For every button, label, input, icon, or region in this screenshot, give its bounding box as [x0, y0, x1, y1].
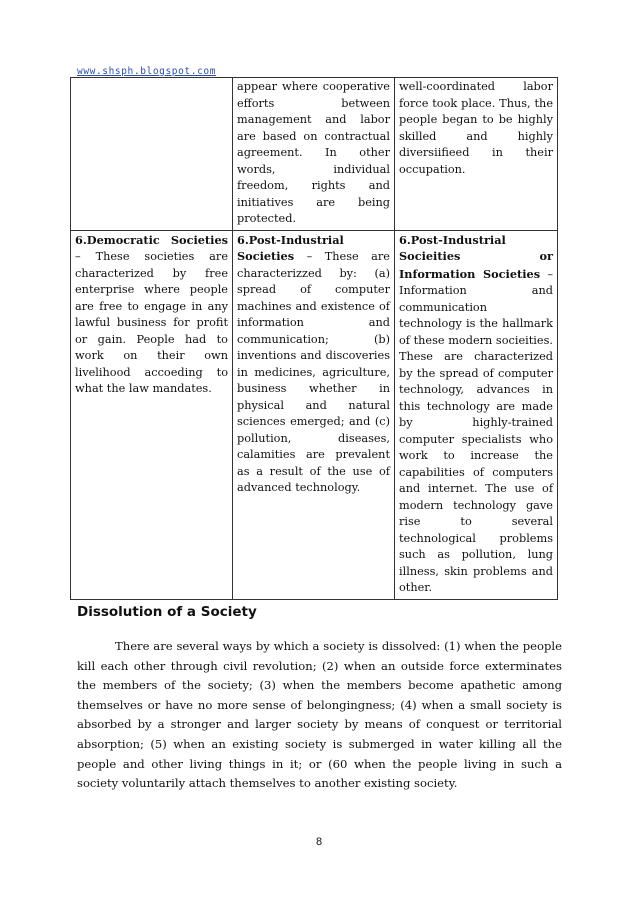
table-cell-post-industrial — [233, 230, 395, 599]
society-comparison-table — [70, 77, 558, 600]
cell-body: – These are characterizzed by: (a) spread of computer machines and existence of information and communication; (b) inventions and discoveries in medicines, agriculture, business whether in physical and natural sciences emerged; and (c) pollution, diseases, calamities are prevalent as a result of the use of advanced technology. — [237, 250, 390, 494]
cell-body: – Information and communication technology is the hallmark of these modern socieities. These are characterized by the spread of computer technology, advances in this technology are made by highly-trained computer specialists who work to increase the capabilities of computers and internet. The use of modern technology gave rise to several technological problems such as pollution, lung illness, skin problems and other. — [399, 267, 554, 594]
cell-title-continued: Socieities or Information Societies — [399, 249, 553, 281]
watermark-url: www.shsph.blogspot.com — [77, 66, 217, 77]
page-number: 8 — [315, 836, 323, 848]
table-cell-democratic — [71, 230, 233, 599]
section-paragraph: There are several ways by which a society is dissolved: (1) when the people kill each other through civil revolution; (2) when an outside force exterminates the members of the society; (3) when the members become apathetic among themselves or have no more sense of belongingness; (4) when a small society is absorbed by a stronger and larger society by means of conquest or territorial absorption; (5) when an existing society is submerged in water killing all the people and other living things in it; or (60 when the people living in such a society voluntarily attach themselves to another existing society. — [77, 639, 562, 791]
cell-title: 6.Post-Industrial — [237, 232, 344, 247]
table-cell-information-societies — [395, 230, 558, 599]
cell-title: 6.Post-Industrial — [399, 232, 506, 247]
cell-title-continued: Societies — [237, 249, 295, 263]
table-cell: well-coordinated labor force took place. Thus, the people began to be highly skilled and highly diversiifieed in their occupation. — [395, 78, 558, 231]
cell-dash: – — [75, 250, 81, 263]
section-heading: Dissolution of a Society — [77, 604, 257, 620]
table-row — [71, 78, 558, 231]
table-row — [71, 230, 558, 599]
cell-body: These societies are characterized by free enterprise where people are free to engage in any lawful business for profit or gain. People had to work on their own livelihood accoeding to what the law mandates. — [75, 250, 229, 395]
table-cell: appear where cooperative efforts between management and labor are based on contractual agreement. In other words, individual freedom, rights and initiatives are being protected. — [233, 78, 395, 231]
table-cell-empty — [71, 78, 233, 231]
cell-title: 6.Democratic Societies — [75, 232, 228, 247]
